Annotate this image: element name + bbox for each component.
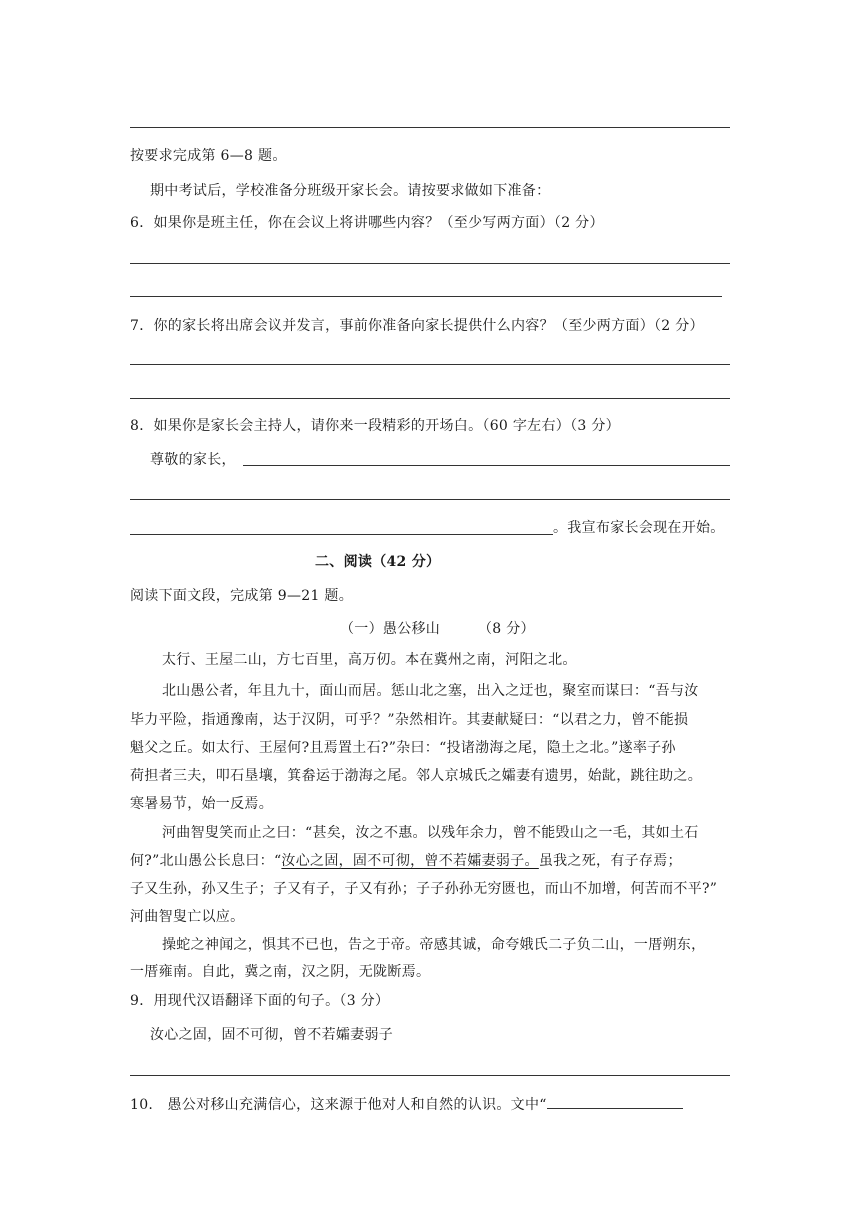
passage-paragraph-3-line-3: 子又生孙，孙又生子；子又有子，子又有孙；子子孙孙无穷匮也，而山不加增，何苦而不平?” [130,881,718,897]
passage-score: （8 分） [478,621,535,637]
answer-line-8b[interactable] [130,499,730,500]
passage-text: 虽我之死，有子存焉； [538,853,682,869]
section-2-title: 二、阅读（42 分） [315,554,441,570]
passage-paragraph-2-line-4: 荷担者三夫，叩石垦壤，箕畚运于渤海之尾。邻人京城氏之孀妻有遗男，始龀，跳往助之。 [130,768,702,784]
header-instruction: 按要求完成第 6—8 题。 [130,148,287,164]
section-2-instruction: 阅读下面文段，完成第 9—21 题。 [130,588,354,604]
passage-paragraph-1: 太行、王屋二山，方七百里，高万仞。本在冀州之南，河阳之北。 [162,652,577,668]
question-6: 6．如果你是班主任，你在会议上将讲哪些内容？（至少写两方面）（2 分） [130,215,604,231]
answer-line-6b[interactable] [130,296,722,297]
passage-paragraph-2-line-5: 寒暑易节，始一反焉。 [130,796,273,812]
answer-line-7b[interactable] [130,398,730,399]
q8-closing: 。我宣布家长会现在开始。 [553,520,725,536]
passage-paragraph-3-line-4: 河曲智叟亡以应。 [130,909,245,925]
question-10-text: 10. 愚公对移山充满信心，这来源于他对人和自然的认识。文中“ [130,1097,547,1113]
intro-text: 期中考试后，学校准备分班级开家长会。请按要求做如下准备： [150,183,551,199]
answer-line-6a[interactable] [130,263,730,264]
underlined-sentence: 汝心之固，固不可彻，曾不若孀妻弱子。 [281,853,539,869]
answer-blank-10[interactable] [547,1094,683,1109]
passage-text: 何?”北山愚公长息曰：“ [130,853,282,869]
answer-line-8c[interactable] [130,534,553,535]
q8-opening: 尊敬的家长， [150,452,236,468]
passage-paragraph-3-line-2 [130,851,682,871]
question-9: 9．用现代汉语翻译下面的句子。（3 分） [130,993,390,1009]
question-8: 8．如果你是家长会主持人，请你来一段精彩的开场白。（60 字左右）（3 分） [130,418,620,434]
answer-line-7a[interactable] [130,364,730,365]
passage-title: （一）愚公移山 [340,621,441,637]
question-9-sentence: 汝心之固，固不可彻，曾不若孀妻弱子 [150,1027,394,1043]
answer-line-8a[interactable] [243,465,730,466]
passage-paragraph-4-line-1: 操蛇之神闻之，惧其不已也，告之于帝。帝感其诚，命夸娥氏二子负二山，一厝朔东， [162,937,706,953]
passage-paragraph-2-line-3: 魁父之丘。如太行、王屋何?且焉置土石?”杂曰：“投诸渤海之尾，隐土之北。”遂率子孙 [130,740,676,756]
passage-paragraph-2-line-2: 毕力平险，指通豫南，达于汉阴，可乎？”杂然相许。其妻献疑曰：“以君之力，曾不能损 [130,712,689,728]
top-rule [130,127,730,128]
answer-line-9[interactable] [130,1075,730,1076]
passage-paragraph-3-line-1: 河曲智叟笑而止之曰：“甚矣，汝之不惠。以残年余力，曾不能毁山之一毛，其如土石 [162,825,699,841]
question-7: 7．你的家长将出席会议并发言，事前你准备向家长提供什么内容？（至少两方面）（2 分） [130,318,704,334]
question-10 [130,1094,683,1115]
passage-paragraph-2-line-1: 北山愚公者，年且九十，面山而居。惩山北之塞，出入之迂也，聚室而谋曰：“吾与汝 [162,683,699,699]
passage-paragraph-4-line-2: 一厝雍南。自此，冀之南，汉之阴，无陇断焉。 [130,964,431,980]
